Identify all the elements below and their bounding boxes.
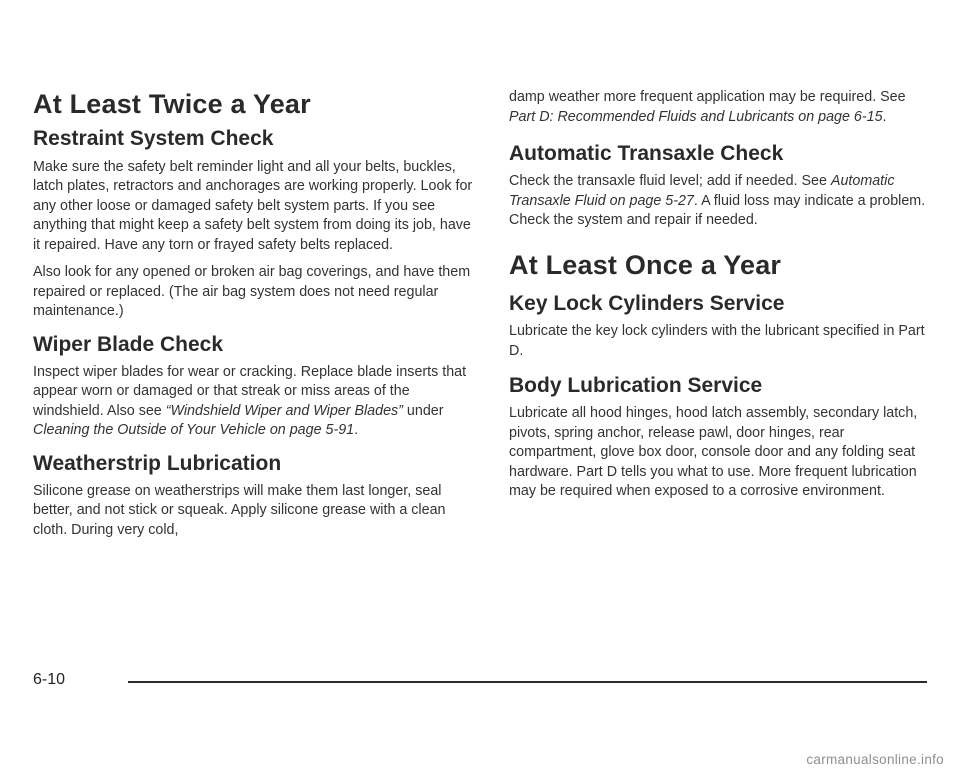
restraint-paragraph-1: Make sure the safety belt reminder light and all your belts, buckles, latch plates, retractors and anchorages are working properly. Look for any other loose or damaged safety belt system parts. If you see anything that might keep a safety belt system from doing its job, have it repaired. Have any torn or frayed safety belts replaced. [33, 158, 473, 253]
heading-twice-a-year: At Least Twice a Year [33, 89, 311, 119]
left-column [33, 88, 481, 548]
transaxle-paragraph [509, 172, 929, 231]
continuation-text: damp weather more frequent application may be required. See [509, 89, 906, 105]
footer-divider [128, 681, 927, 683]
transaxle-text: Check the transaxle fluid level; add if needed. See [509, 173, 827, 190]
weatherstrip-paragraph: Silicone grease on weatherstrips will make them last longer, seal better, and not stick or squeak. Apply silicone grease with a clean cloth. During very cold, [33, 482, 446, 538]
heading-key-lock-cylinders-service: Key Lock Cylinders Service [509, 292, 785, 316]
wiper-reference-link[interactable]: “Windshield Wiper and Wiper Blades” [165, 402, 403, 419]
heading-wiper-blade-check: Wiper Blade Check [33, 332, 224, 356]
heading-weatherstrip-lubrication: Weatherstrip Lubrication [33, 451, 282, 475]
weatherstrip-continuation [509, 88, 929, 127]
continuation-period: . [882, 108, 887, 125]
page-number: 6-10 [33, 671, 66, 688]
wiper-text: Inspect wiper blades for wear or cracking. Replace blade inserts that appear worn or damaged or that streak or miss areas of the windshield. Also see [33, 363, 467, 419]
heading-restraint-system-check: Restraint System Check [33, 127, 274, 151]
fluids-reference-link[interactable]: Part D: Recommended Fluids and Lubricants on page 6-15 [509, 108, 883, 125]
right-column [509, 88, 929, 510]
wiper-under-text: under [406, 402, 444, 419]
body-lubrication-paragraph: Lubricate all hood hinges, hood latch assembly, secondary latch, pivots, spring anchor, release pawl, door hinges, rear compartment, glove box door, console door and any folding seat hardware. Part D tells you what to use. More frequent lubrication may be required when exposed to a corrosive environment. [509, 405, 918, 500]
watermark: carmanualsonline.info [806, 752, 944, 767]
transaxle-text-end: . A fluid loss may indicate a problem. Check the system and repair if needed. [509, 192, 926, 229]
heading-once-a-year: At Least Once a Year [509, 249, 782, 280]
heading-body-lubrication-service: Body Lubrication Service [509, 374, 763, 398]
restraint-paragraph-2: Also look for any opened or broken air bag coverings, and have them repaired or replaced. (The air bag system does not need regular maintenance.) [33, 264, 471, 320]
cleaning-reference-link[interactable]: Cleaning the Outside of Your Vehicle on page 5-91 [33, 422, 355, 439]
wiper-period: . [354, 422, 359, 439]
heading-automatic-transaxle-check: Automatic Transaxle Check [509, 142, 784, 165]
wiper-paragraph [33, 363, 481, 441]
key-lock-paragraph: Lubricate the key lock cylinders with the lubricant specified in Part D. [509, 323, 925, 359]
transaxle-fluid-reference-link[interactable]: Automatic Transaxle Fluid on page 5-27 [509, 173, 895, 209]
